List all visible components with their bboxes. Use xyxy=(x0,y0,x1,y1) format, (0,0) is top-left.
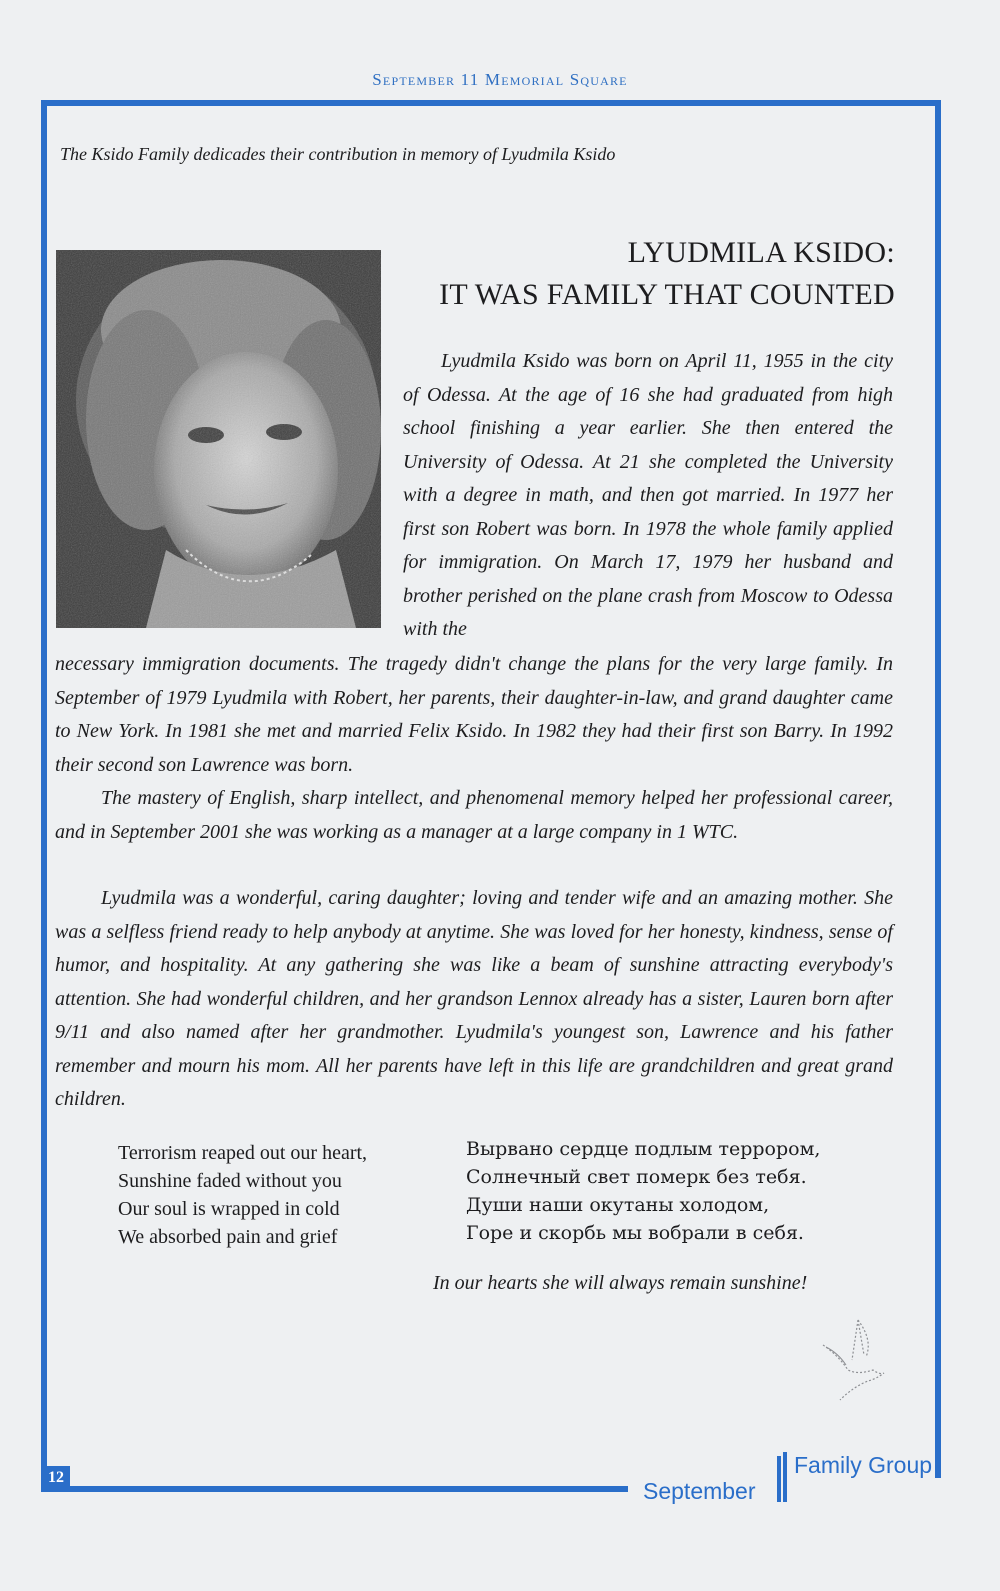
logo-word-family-group: Family Group xyxy=(794,1452,933,1478)
poem-en-line: Terrorism reaped out our heart, xyxy=(118,1142,368,1164)
poem-ru-line: Вырвано сердце подлым террором, xyxy=(466,1138,821,1160)
poem-russian xyxy=(466,1135,820,1247)
article-paragraph-3: Lyudmila was a wonderful, caring daughter; loving and tender wife and an amazing mother. She was a selfless friend ready to help anybody at anytime. She was loved for her honesty, kindness, sense of humor, and hospitality. At any gathering she was like a beam of sunshine attracting everybody's attention. She had wonderful children, and her grandson Lennox already has a sister, Lauren born after 9/11 and also named after her grandmother. Lyudmila's youngest son, Lawrence and his father remember and mourn his mom. All her parents have left in this life are grandchildren and great grand children. xyxy=(55,887,893,1110)
dove-icon xyxy=(818,1315,888,1405)
article-paragraph-1-continued: necessary immigration documents. The tragedy didn't change the plans for the very large family. In September of 1979 Lyudmila with Robert, her parents, their daughter-in-law, and grand daughter came to New York. In 1981 she met and married Felix Ksido. In 1982 they had their first son Barry. In 1992 their second son Lawrence was born. xyxy=(55,653,893,776)
article-title xyxy=(395,232,895,316)
dedication-line: The Ksido Family dedicades their contribution in memory of Lyudmila Ksido xyxy=(60,144,616,164)
article-paragraph-2: The mastery of English, sharp intellect, and phenomenal memory helped her professional career, and in September 2001 she was working as a manager at a large company in 1 WTC. xyxy=(55,787,893,843)
poem-en-line: Our soul is wrapped in cold xyxy=(118,1198,340,1220)
closing-line: In our hearts she will always remain sunshine! xyxy=(433,1272,808,1294)
portrait-image xyxy=(56,250,381,628)
article-paragraph-1: Lyudmila Ksido was born on April 11, 1955 in the city of Odessa. At the age of 16 she had graduated from high school finishing a year earlier. She then entered the University of Odessa. At 21 she completed the University with a degree in math, and then got married. In 1977 her first son Robert was born. In 1978 the whole family applied for immigration. On March 17, 1979 her husband and brother perished on the plane crash from Moscow to Odessa with the xyxy=(403,350,893,640)
logo-towers-icon xyxy=(776,1450,788,1502)
article-title-line1: LYUDMILA KSIDO: xyxy=(627,236,895,269)
running-header: September 11 Memorial Square xyxy=(372,70,628,89)
poem-en-line: We absorbed pain and grief xyxy=(118,1226,338,1248)
page-number: 12 xyxy=(42,1466,70,1490)
poem-ru-line: Горе и скорбь мы вобрали в себя. xyxy=(466,1222,804,1244)
poem-en-line: Sunshine faded without you xyxy=(118,1170,342,1192)
poem-english xyxy=(118,1139,367,1251)
portrait-photo xyxy=(56,250,381,628)
poem-ru-line: Души наши окутаны холодом, xyxy=(466,1194,770,1216)
article-title-line2: IT WAS FAMILY THAT COUNTED xyxy=(439,278,895,311)
poem-ru-line: Солнечный свет померк без тебя. xyxy=(466,1166,807,1188)
logo-word-september: September xyxy=(643,1478,756,1504)
